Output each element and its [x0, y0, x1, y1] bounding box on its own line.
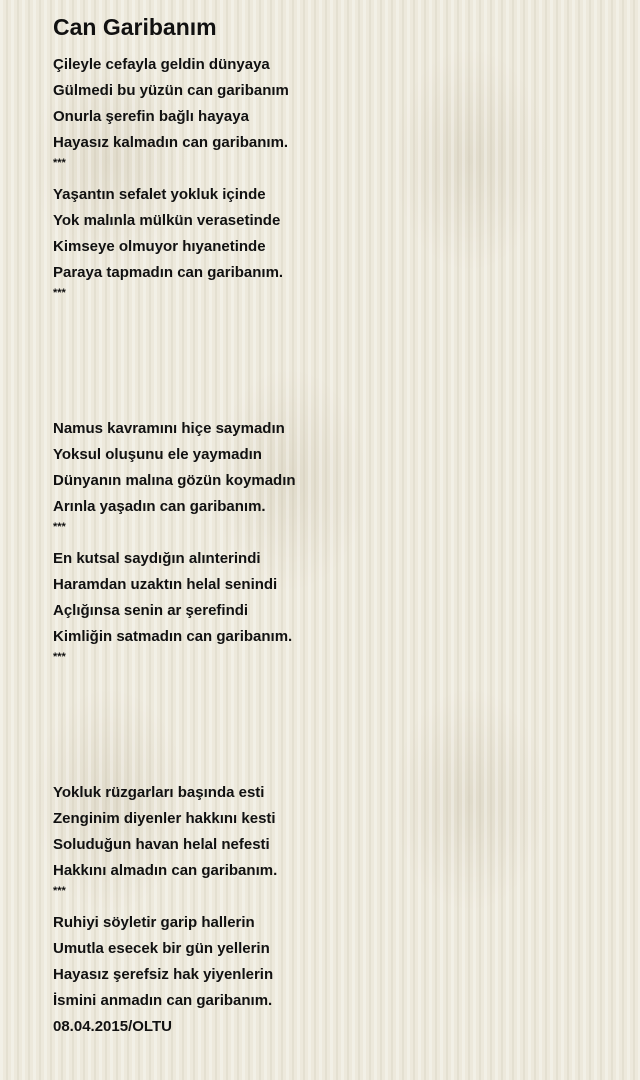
- poem-line: Çileyle cefayla geldin dünyaya: [53, 56, 270, 73]
- poem-line: Onurla şerefin bağlı hayaya: [53, 108, 249, 125]
- poem-line: Zenginim diyenler hakkını kesti: [53, 810, 276, 827]
- poem-line: Paraya tapmadın can garibanım.: [53, 264, 284, 281]
- poem-line: Hayasız kalmadın can garibanım.: [53, 134, 289, 151]
- stanza-gap: [53, 312, 613, 416]
- poem-line: Yoksul oluşunu ele yaymadın: [53, 446, 262, 463]
- poem-container: [53, 10, 613, 1040]
- stanza-separator: ***: [53, 885, 66, 897]
- poem-line: Yaşantın sefalet yokluk içinde: [53, 186, 266, 203]
- poem-line: Gülmedi bu yüzün can garibanım: [53, 82, 289, 99]
- poem-line: Soluduğun havan helal nefesti: [53, 836, 270, 853]
- stanza-gap: [53, 676, 613, 780]
- poem-line: Yok malınla mülkün verasetinde: [53, 212, 281, 229]
- poem-line: En kutsal saydığın alınterindi: [53, 550, 261, 567]
- poem-line: Arınla yaşadın can garibanım.: [53, 498, 266, 515]
- poem-line: İsmini anmadın can garibanım.: [53, 992, 273, 1009]
- poem-line: Umutla esecek bir gün yellerin: [53, 940, 270, 957]
- stanza-separator: ***: [53, 287, 66, 299]
- poem-line: 08.04.2015/OLTU: [53, 1018, 172, 1035]
- poem-line: Açlığınsa senin ar şerefindi: [53, 602, 249, 619]
- stanza-separator: ***: [53, 157, 66, 169]
- poem-line: Hakkını almadın can garibanım.: [53, 862, 278, 879]
- poem-body: [53, 52, 613, 1040]
- stanza-separator: ***: [53, 521, 66, 533]
- poem-title: Can Garibanım: [53, 14, 217, 40]
- poem-line: Haramdan uzaktın helal senindi: [53, 576, 278, 593]
- poem-line: Hayasız şerefsiz hak yiyenlerin: [53, 966, 274, 983]
- poem-line: Yokluk rüzgarları başında esti: [53, 784, 265, 801]
- poem-line: Kimseye olmuyor hıyanetinde: [53, 238, 266, 255]
- poem-line: Kimliğin satmadın can garibanım.: [53, 628, 293, 645]
- stanza-separator: ***: [53, 651, 66, 663]
- poem-line: Namus kavramını hiçe saymadın: [53, 420, 285, 437]
- poem-line: Dünyanın malına gözün koymadın: [53, 472, 296, 489]
- poem-line: Ruhiyi söyletir garip hallerin: [53, 914, 255, 931]
